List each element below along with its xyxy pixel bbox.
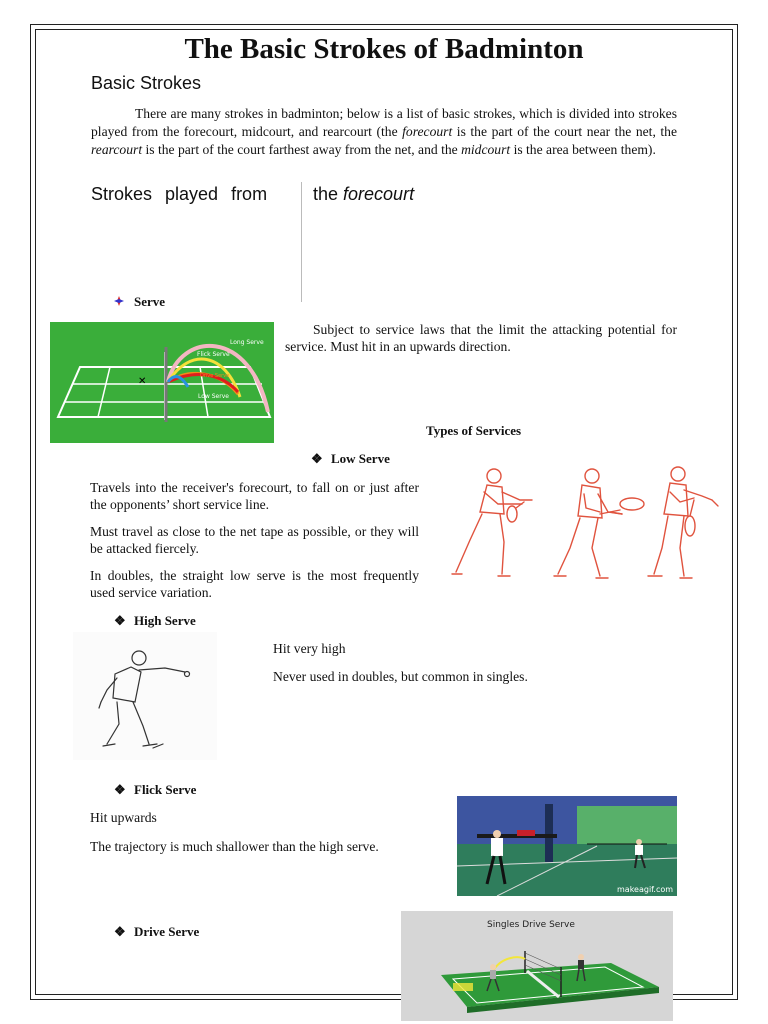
intro-midcourt: midcourt	[461, 142, 511, 157]
intro-forecourt: forecourt	[402, 124, 453, 139]
intro-paragraph	[91, 105, 677, 159]
strokes-heading-forecourt: forecourt	[343, 184, 415, 204]
diamond-bullet-icon: ❖	[114, 924, 126, 939]
strokes-heading-prefix: the	[313, 184, 344, 204]
low-serve-sketch	[432, 452, 732, 586]
low-serve-text-3: In doubles, the straight low serve is the most frequently used service variation.	[90, 568, 419, 600]
arrow-bullet-icon	[114, 294, 134, 310]
diamond-bullet-icon: ❖	[114, 782, 126, 797]
low-serve-text-1: Travels into the receiver's forecourt, to fall on or just after the opponents’ short service line.	[90, 480, 419, 512]
long-serve-label: Long Serve	[230, 339, 264, 346]
drive-serve-label: Drive Serve	[200, 373, 230, 379]
section-heading: Basic Strokes	[91, 73, 202, 93]
high-serve-text-1: Hit very high	[273, 641, 346, 656]
intro-text-3: is the part of the court farthest away from the net, and the	[142, 142, 462, 157]
flick-serve-label: Flick Serve	[134, 782, 197, 797]
page-title: The Basic Strokes of Badminton	[184, 33, 584, 65]
flick-serve-label: Flick Serve	[197, 351, 230, 358]
strokes-heading-left: Strokes played from	[91, 184, 268, 204]
high-serve-bullet	[114, 613, 196, 629]
flick-serve-photo	[457, 796, 677, 896]
flick-serve-bullet	[114, 782, 196, 798]
serve-label: Serve	[134, 294, 166, 309]
drive-serve-image-title: Singles Drive Serve	[487, 920, 575, 930]
strokes-heading-right	[313, 184, 414, 205]
serve-trajectory-diagram	[50, 322, 274, 443]
svg-text:✕: ✕	[138, 376, 147, 387]
high-serve-sketch	[73, 632, 217, 760]
low-serve-bullet	[311, 451, 390, 467]
drive-serve-bullet	[114, 924, 199, 940]
drive-serve-diagram	[401, 911, 673, 1021]
intro-text-2: is the part of the court near the net, the	[452, 124, 677, 139]
high-serve-text-2: Never used in doubles, but common in singles.	[273, 669, 528, 684]
high-serve-label: High Serve	[134, 613, 196, 628]
low-serve-text-2: Must travel as close to the net tape as possible, or they will be attacked fiercely.	[90, 524, 419, 556]
makeagif-watermark: makeagif.com	[617, 885, 674, 894]
drive-serve-label: Drive Serve	[134, 924, 200, 939]
low-serve-label: Low Serve	[198, 393, 229, 400]
low-serve-label: Low Serve	[331, 451, 390, 466]
intro-text-1: There are many strokes in badminton; below is a list of basic strokes, which is divided into strokes played from the forecourt, midcourt, and rearcourt (the	[91, 106, 677, 139]
serve-bullet	[114, 294, 165, 310]
diamond-bullet-icon: ❖	[114, 613, 126, 628]
flick-serve-text-2: The trajectory is much shallower than the high serve.	[90, 839, 379, 854]
intro-text-4: is the area between them).	[510, 142, 656, 157]
intro-rearcourt: rearcourt	[91, 142, 143, 157]
flick-serve-text-1: Hit upwards	[90, 810, 157, 825]
diamond-bullet-icon: ❖	[311, 451, 323, 466]
column-divider	[301, 182, 302, 302]
serve-description: Subject to service laws that the limit the attacking potential for service. Must hit in an upwards direction.	[285, 322, 677, 354]
types-heading: Types of Services	[426, 423, 522, 438]
